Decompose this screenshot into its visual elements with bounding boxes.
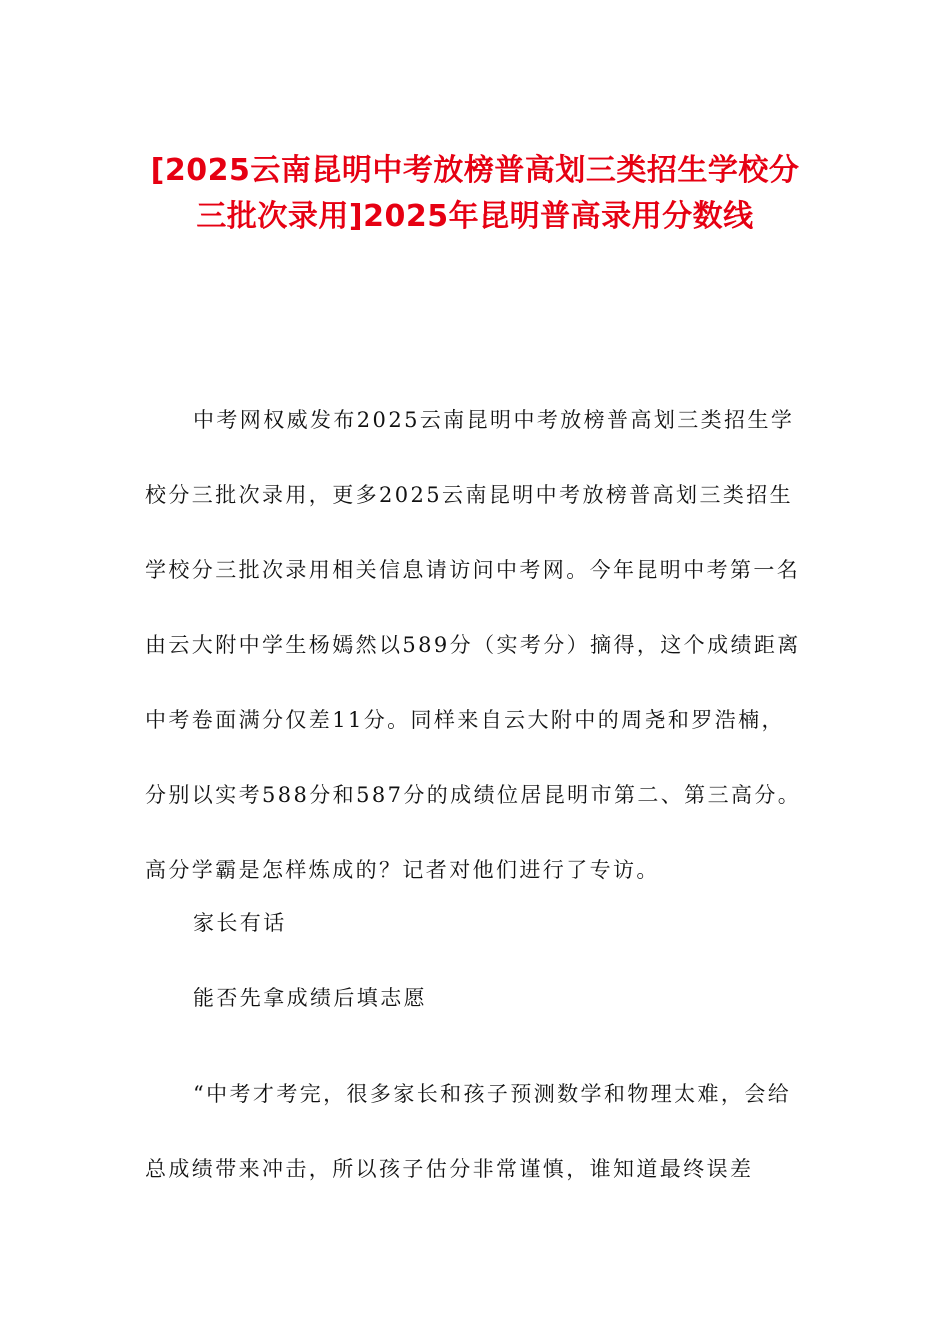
paragraph-section-heading: 家长有话 [193, 911, 287, 935]
document-title: [2025云南昆明中考放榜普高划三类招生学校分三批次录用]2025年昆明普高录用分数线 [150, 153, 800, 234]
paragraph-subheading: 能否先拿成绩后填志愿 [193, 986, 427, 1010]
paragraph-intro: 中考网权威发布2025云南昆明中考放榜普高划三类招生学校分三批次录用，更多2025云南昆明中考放榜普高划三类招生学校分三批次录用相关信息请访问中考网。今年昆明中考第一名由云大附中学生杨嫣然以589分（实考分）摘得，这个成绩距离中考卷面满分仅差11分。同样来自云大附中的周尧和罗浩楠，分别以实考588分和587分的成绩位居昆明市第二、第三高分。高分学霸是怎样炼成的？记者对他们进行了专访。 [145, 408, 802, 882]
paragraph-quote: “中考才考完，很多家长和孩子预测数学和物理太难，会给总成绩带来冲击，所以孩子估分非常谨慎，谁知道最终误差 [145, 1082, 792, 1181]
